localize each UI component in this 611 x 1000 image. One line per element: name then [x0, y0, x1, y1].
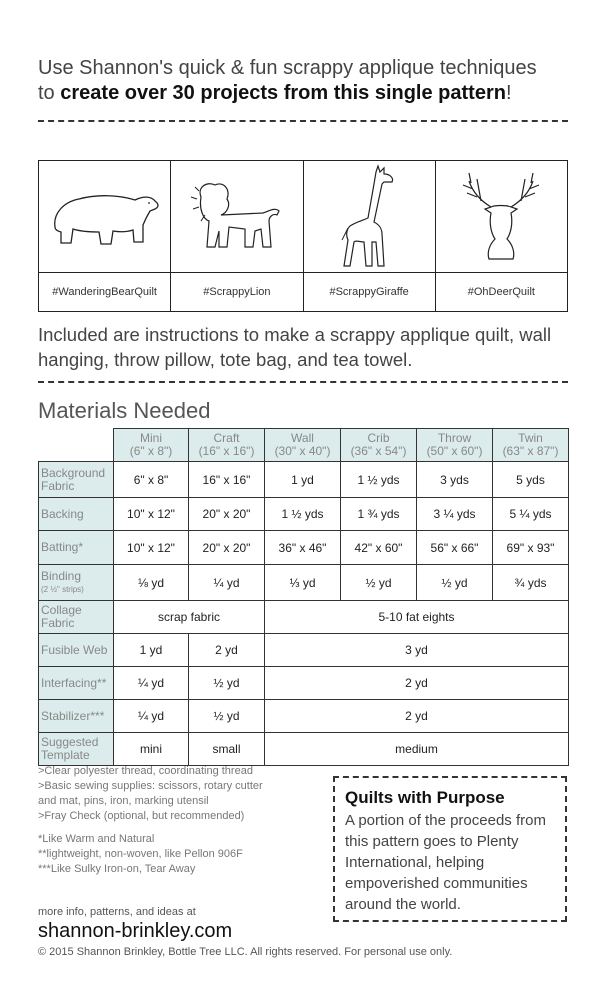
intro-text [38, 56, 578, 106]
intro-line-2 [38, 81, 578, 106]
table-cell: 3 ¼ yds [417, 498, 493, 531]
footnote-line: ***Like Sulky Iron-on, Tear Away [38, 863, 196, 875]
table-cell: ¼ yd [189, 565, 265, 601]
materials-table [38, 428, 569, 766]
animal-grid [38, 160, 568, 312]
table-cell: 1 ½ yds [265, 498, 341, 531]
table-cell: 36" x 46" [265, 531, 341, 565]
lion-icon [181, 177, 293, 257]
table-cell: scrap fabric [114, 601, 265, 634]
table-row [39, 733, 569, 766]
table-row [39, 531, 569, 565]
table-row [39, 462, 569, 498]
animal-tag-deer: #OhDeerQuilt [467, 286, 535, 298]
table-cell: 3 yd [265, 634, 569, 667]
copyright-text: © 2015 Shannon Brinkley, Bottle Tree LLC. All rights reserved. For personal use only. [38, 946, 453, 958]
animal-tag-giraffe: #ScrappyGiraffe [329, 286, 409, 298]
note-line: and mat, pins, iron, marking utensil [38, 795, 209, 807]
row-label-template: Suggested Template [39, 733, 114, 766]
table-cell: 1 ¾ yds [341, 498, 417, 531]
table-row [39, 498, 569, 531]
table-cell: 10" x 12" [114, 531, 189, 565]
animal-cell-lion [171, 161, 303, 311]
more-info-text: more info, patterns, and ideas at [38, 906, 196, 918]
header-craft: Craft (16" x 16") [189, 429, 265, 462]
row-label-batting: Batting* [39, 531, 114, 565]
animal-cell-giraffe [304, 161, 436, 311]
table-cell: ⅓ yd [265, 565, 341, 601]
header-wall: Wall (30" x 40") [265, 429, 341, 462]
bear-icon [49, 182, 161, 252]
table-cell: 2 yd [189, 634, 265, 667]
table-cell: ¼ yd [114, 667, 189, 700]
intro-line-2-end: ! [505, 82, 512, 104]
header-twin: Twin (63" x 87") [493, 429, 569, 462]
giraffe-icon [324, 162, 414, 272]
materials-title: Materials Needed [38, 398, 211, 423]
row-label-stabilizer: Stabilizer*** [39, 700, 114, 733]
included-text: Included are instructions to make a scrappy applique quilt, wall hanging, throw pillow, tote bag, and tea towel. [38, 324, 552, 370]
table-cell: 3 yds [417, 462, 493, 498]
header-throw: Throw (50" x 60") [417, 429, 493, 462]
table-cell: ½ yd [341, 565, 417, 601]
table-row [39, 565, 569, 601]
animal-cell-deer [436, 161, 567, 311]
table-cell: 2 yd [265, 667, 569, 700]
table-cell: 20" x 20" [189, 531, 265, 565]
table-cell: ½ yd [189, 667, 265, 700]
table-header-row [39, 429, 569, 462]
table-cell: 5 ¼ yds [493, 498, 569, 531]
table-cell: 42" x 60" [341, 531, 417, 565]
table-row [39, 601, 569, 634]
header-mini: Mini (6" x 8") [114, 429, 189, 462]
note-line: >Basic sewing supplies: scissors, rotary cutter [38, 780, 263, 792]
supply-notes [38, 764, 338, 877]
table-cell: 5-10 fat eights [265, 601, 569, 634]
header-crib: Crib (36" x 54") [341, 429, 417, 462]
deer-icon [451, 167, 551, 267]
table-cell: 5 yds [493, 462, 569, 498]
row-label-interfacing: Interfacing** [39, 667, 114, 700]
table-cell: ⅛ yd [114, 565, 189, 601]
purpose-text: A portion of the proceeds from this pattern goes to Plenty International, helping empoverished communities around the world. [345, 812, 546, 913]
row-label-fusible: Fusible Web [39, 634, 114, 667]
website-link[interactable]: shannon-brinkley.com [38, 920, 233, 942]
quilts-with-purpose-box [333, 776, 567, 922]
purpose-title: Quilts with Purpose [345, 788, 505, 807]
table-cell: 6" x 8" [114, 462, 189, 498]
table-cell: 10" x 12" [114, 498, 189, 531]
animal-tag-lion: #ScrappyLion [203, 286, 271, 298]
table-row [39, 634, 569, 667]
row-label-background: Background Fabric [39, 462, 114, 498]
table-cell: 56" x 66" [417, 531, 493, 565]
footnote-line: **lightweight, non-woven, like Pellon 906F [38, 848, 243, 860]
table-cell: 1 yd [265, 462, 341, 498]
table-cell: ½ yd [189, 700, 265, 733]
row-label-backing: Backing [39, 498, 114, 531]
table-cell: 16" x 16" [189, 462, 265, 498]
row-label-collage: Collage Fabric [39, 601, 114, 634]
table-cell: small [189, 733, 265, 766]
animal-tag-bear: #WanderingBearQuilt [52, 286, 157, 298]
intro-line-2-plain: to [38, 82, 61, 104]
table-row [39, 700, 569, 733]
table-cell: ½ yd [417, 565, 493, 601]
table-cell: 1 yd [114, 634, 189, 667]
intro-line-2-bold: create over 30 projects from this single pattern [60, 82, 506, 104]
table-cell: 69" x 93" [493, 531, 569, 565]
note-line: >Clear polyester thread, coordinating thread [38, 765, 253, 777]
table-cell: 1 ½ yds [341, 462, 417, 498]
table-cell: 20" x 20" [189, 498, 265, 531]
table-cell: medium [265, 733, 569, 766]
note-line: >Fray Check (optional, but recommended) [38, 810, 245, 822]
table-cell: 2 yd [265, 700, 569, 733]
row-label-binding: Binding (2 ½" strips) [39, 565, 114, 601]
footnote-line: *Like Warm and Natural [38, 833, 155, 845]
divider-middle [38, 381, 568, 383]
animal-cell-bear [39, 161, 171, 311]
table-cell: mini [114, 733, 189, 766]
table-cell: ¼ yd [114, 700, 189, 733]
table-cell: ¾ yds [493, 565, 569, 601]
intro-line-1: Use Shannon's quick & fun scrappy applique techniques [38, 57, 537, 79]
divider-top [38, 120, 568, 122]
table-row [39, 667, 569, 700]
